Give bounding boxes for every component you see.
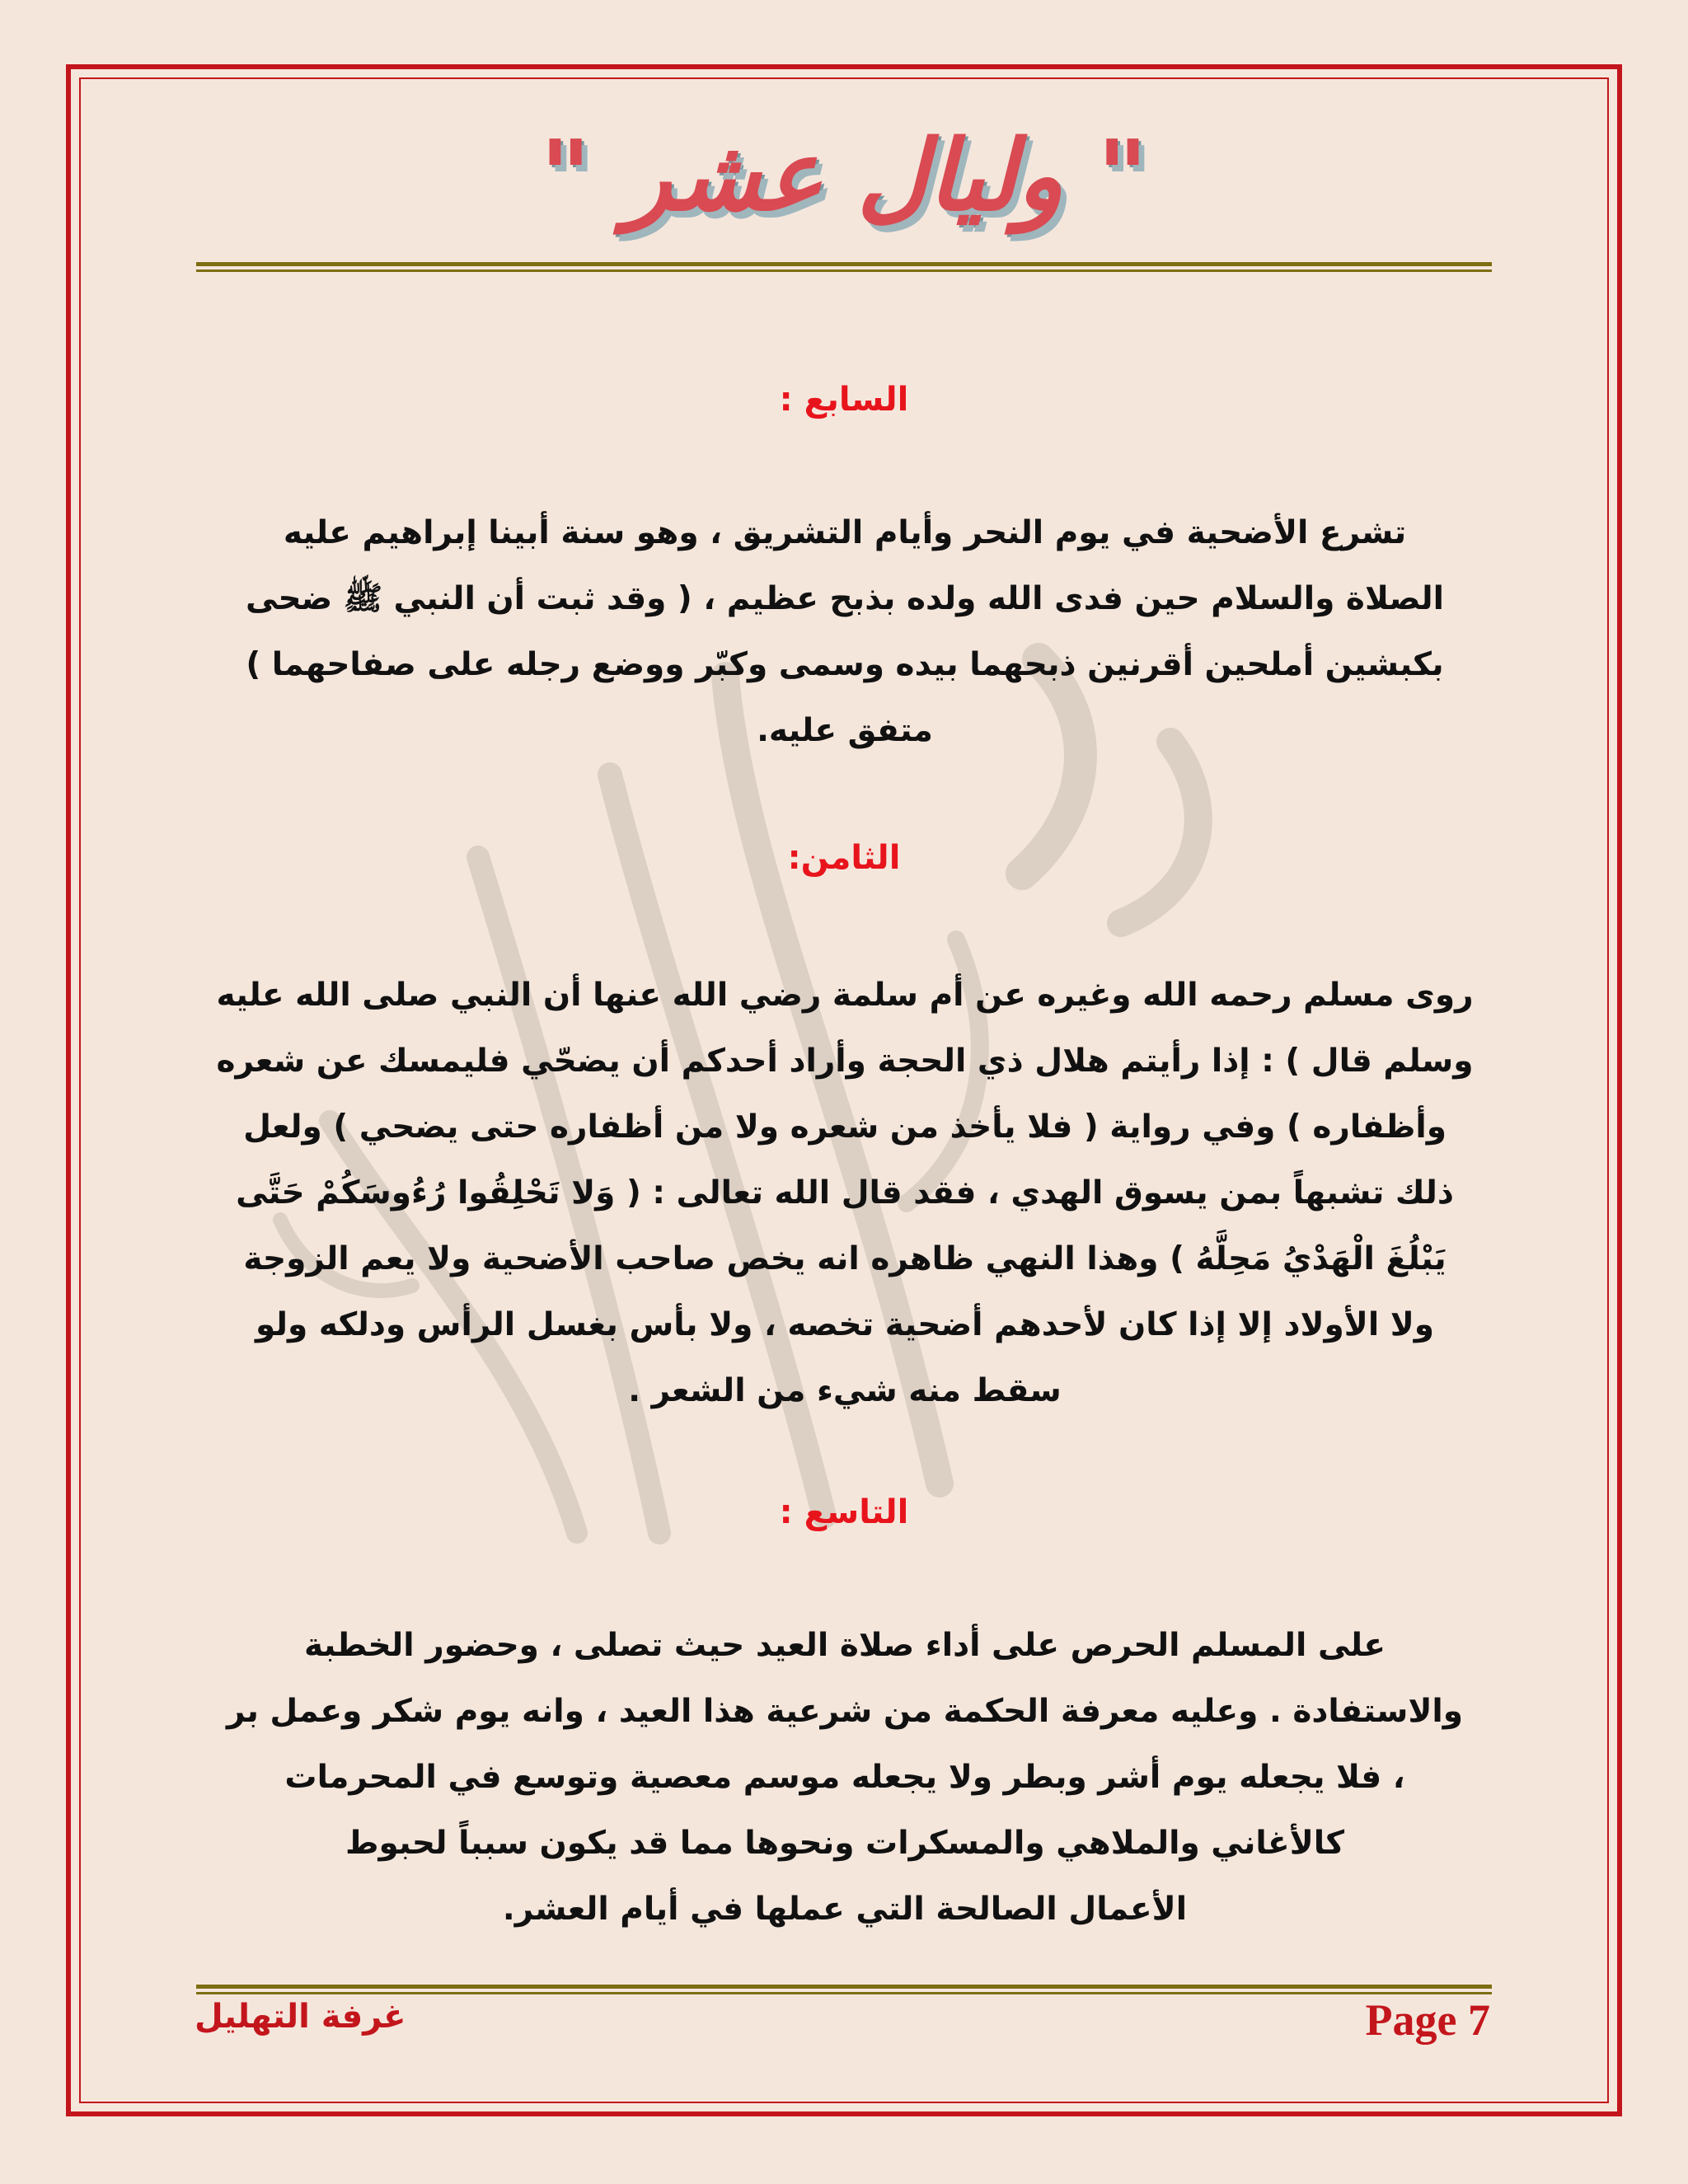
page-number: Page 7	[1365, 1995, 1490, 2045]
text-line: يَبْلُغَ الْهَدْيُ مَحِلَّهُ ) وهذا النهي ظاهره انه يخص صاحب الأضحية ولا يعم الزوجة	[243, 1240, 1447, 1277]
text-line: الأعمال الصالحة التي عملها في أيام العشر.	[502, 1891, 1188, 1928]
text-line: الصلاة والسلام حين فدى الله ولده بذبح عظيم ، ( وقد ثبت أن النبي ﷺ ضحى	[245, 580, 1444, 617]
text-line: ، فلا يجعله يوم أشر وبطر ولا يجعله موسم معصية وتوسع في المحرمات	[284, 1759, 1405, 1796]
text-line: ولا الأولاد إلا إذا كان لأحدهم أضحية تخصه ، ولا بأس بغسل الرأس ودلكه ولو	[255, 1306, 1435, 1343]
text-line: روى مسلم رحمه الله وغيره عن أم سلمة رضي الله عنها أن النبي صلى الله عليه	[216, 977, 1474, 1014]
page-title	[0, 105, 1688, 254]
footer-room-name: غرفة التهليل	[195, 1998, 406, 2036]
section-heading-8: الثامن:	[787, 839, 901, 877]
text-line: متفق عليه.	[757, 712, 933, 749]
section-body-7	[181, 500, 1508, 764]
text-line: وأظفاره ) وفي رواية ( فلا يأخذ من شعره ولا من أظفاره حتى يضحي ) ولعل	[243, 1108, 1447, 1146]
section-heading-7: السابع :	[779, 381, 909, 419]
section-heading-9: التاسع :	[779, 1493, 909, 1531]
text-line: بكبشين أملحين أقرنين ذبحهما بيده وسمى وكبّر ووضع رجله على صفاحهما )	[246, 646, 1444, 683]
text-line: سقط منه شيء من الشعر .	[628, 1372, 1062, 1409]
title-text: " وليال عشر "	[540, 119, 1148, 232]
section-body-9	[181, 1613, 1508, 1943]
footer-divider	[196, 1985, 1492, 1994]
text-line: ذلك تشبهاً بمن يسوق الهدي ، فقد قال الله تعالى : ( وَلا تَحْلِقُوا رُءُوسَكُمْ حَتَّى	[236, 1174, 1454, 1212]
text-line: والاستفادة . وعليه معرفة الحكمة من شرعية هذا العيد ، وانه يوم شكر وعمل بر	[226, 1693, 1464, 1730]
section-body-8	[181, 963, 1508, 1424]
text-line: وسلم قال ) : إذا رأيتم هلال ذي الحجة وأراد أحدكم أن يضحّي فليمسك عن شعره	[216, 1043, 1474, 1080]
text-line: تشرع الأضحية في يوم النحر وأيام التشريق ، وهو سنة أبينا إبراهيم عليه	[283, 514, 1407, 551]
header-divider	[196, 262, 1492, 272]
text-line: على المسلم الحرص على أداء صلاة العيد حيث تصلى ، وحضور الخطبة	[303, 1627, 1386, 1664]
text-line: كالأغاني والملاهي والمسكرات ونحوها مما قد يكون سبباً لحبوط	[345, 1825, 1345, 1862]
